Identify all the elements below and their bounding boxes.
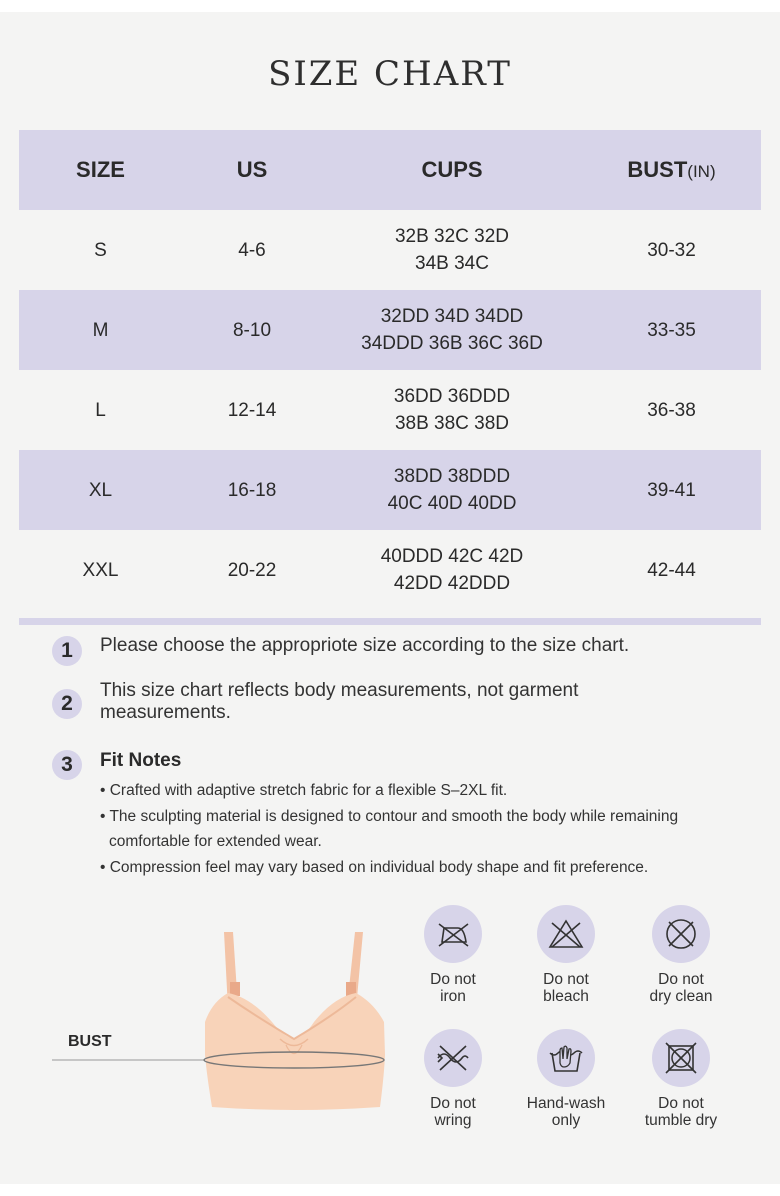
size-cell: S <box>94 239 107 261</box>
header-us: US <box>236 157 268 182</box>
care-do-not-bleach <box>511 905 621 1005</box>
table-row <box>19 210 761 290</box>
care-label-line: Do not <box>543 971 589 988</box>
cups-line: 40C 40D 40DD <box>387 493 517 514</box>
us-cell: 12-14 <box>227 399 277 421</box>
care-hand-wash <box>511 1029 621 1129</box>
note-text: Please choose the appropriote size according to the size chart. <box>100 635 630 656</box>
note-text: This size chart reflects body measurements, not garment measurements. <box>100 680 579 723</box>
cups-line: 34B 34C <box>415 253 489 274</box>
note-1 <box>52 636 752 676</box>
care-label-line: Hand-wash <box>526 1095 606 1112</box>
bust-cell: 36-38 <box>647 399 696 421</box>
cups-line: 42DD 42DDD <box>393 573 511 594</box>
care-label <box>626 1095 736 1129</box>
cups-cell <box>322 450 582 530</box>
size-table <box>19 130 761 610</box>
cups-cell <box>322 290 582 370</box>
do-not-iron-icon <box>424 905 482 963</box>
step-badge: 3 <box>52 750 82 780</box>
cups-cell <box>322 370 582 450</box>
header-bust <box>582 130 761 210</box>
header-bust-unit: (IN) <box>687 162 716 181</box>
page-title: SIZE CHART <box>268 54 512 94</box>
care-do-not-tumble-dry <box>626 1029 736 1129</box>
care-label <box>511 1095 621 1129</box>
table-header-row <box>19 130 761 210</box>
care-label <box>398 1095 508 1129</box>
bust-cell: 42-44 <box>647 559 696 581</box>
cups-line: 32DD 34D 34DD <box>380 306 524 327</box>
cups-line: 40DDD 42C 42D <box>380 546 524 567</box>
garment-diagram <box>52 927 402 1127</box>
care-label-line: Do not <box>658 971 704 988</box>
care-label-line: Do not <box>658 1095 704 1112</box>
fit-note-item: • Crafted with adaptive stretch fabric for a flexible S–2XL fit. <box>100 782 508 799</box>
bust-label: BUST <box>68 1033 112 1050</box>
care-label <box>511 971 621 1005</box>
do-not-wring-icon <box>424 1029 482 1087</box>
bra-illustration <box>52 927 402 1127</box>
care-label-line: iron <box>440 988 466 1005</box>
cups-line: 38DD 38DDD <box>393 466 511 487</box>
us-cell: 16-18 <box>227 479 277 501</box>
cups-cell <box>322 210 582 290</box>
step-badge: 1 <box>52 636 82 666</box>
us-cell: 4-6 <box>238 239 266 261</box>
fit-notes-list <box>100 778 740 880</box>
care-label-line: only <box>551 1112 581 1129</box>
table-row <box>19 530 761 610</box>
table-row <box>19 290 761 370</box>
cups-line: 38B 38C 38D <box>394 413 510 434</box>
care-label-line: Do not <box>430 1095 476 1112</box>
fit-notes-title: Fit Notes <box>100 750 182 771</box>
fit-note-item: • Compression feel may vary based on individual body shape and fit preference. <box>100 858 649 876</box>
us-cell: 20-22 <box>227 559 277 581</box>
size-cell: XXL <box>82 559 119 581</box>
care-do-not-iron <box>398 905 508 1005</box>
header-cups: CUPS <box>421 157 483 182</box>
cups-line: 36DD 36DDD <box>393 386 511 407</box>
step-badge: 2 <box>52 689 82 719</box>
table-row <box>19 370 761 450</box>
care-label <box>398 971 508 1005</box>
care-label-line: wring <box>434 1112 472 1129</box>
cups-line: 32B 32C 32D <box>394 226 510 247</box>
cups-line: 34DDD 36B 36C 36D <box>361 333 543 354</box>
care-label-line: bleach <box>543 988 589 1005</box>
do-not-bleach-icon <box>537 905 595 963</box>
hand-wash-icon <box>537 1029 595 1087</box>
bust-cell: 33-35 <box>647 319 696 341</box>
care-label <box>626 971 736 1005</box>
care-label-line: dry clean <box>649 988 713 1005</box>
care-do-not-dry-clean <box>626 905 736 1005</box>
bust-cell: 39-41 <box>647 479 696 501</box>
header-bust-label: BUST <box>627 157 688 182</box>
care-label-line: Do not <box>430 971 476 988</box>
bust-cell: 30-32 <box>647 239 696 261</box>
us-cell: 8-10 <box>232 319 272 341</box>
do-not-tumble-dry-icon <box>652 1029 710 1087</box>
size-cell: XL <box>88 479 113 501</box>
fit-note-item: • The sculpting material is designed to contour and smooth the body while remaining comfortable for extended wear. <box>100 807 679 850</box>
table-bottom-border <box>19 618 761 625</box>
do-not-dry-clean-icon <box>652 905 710 963</box>
size-chart-panel <box>0 12 780 1184</box>
table-row <box>19 450 761 530</box>
size-cell: M <box>92 319 109 341</box>
size-cell: L <box>95 399 106 421</box>
fit-notes <box>52 750 752 880</box>
header-size: SIZE <box>76 157 125 182</box>
care-do-not-wring <box>398 1029 508 1129</box>
care-label-line: tumble dry <box>644 1112 718 1129</box>
cups-cell <box>322 530 582 610</box>
note-2 <box>52 680 752 739</box>
